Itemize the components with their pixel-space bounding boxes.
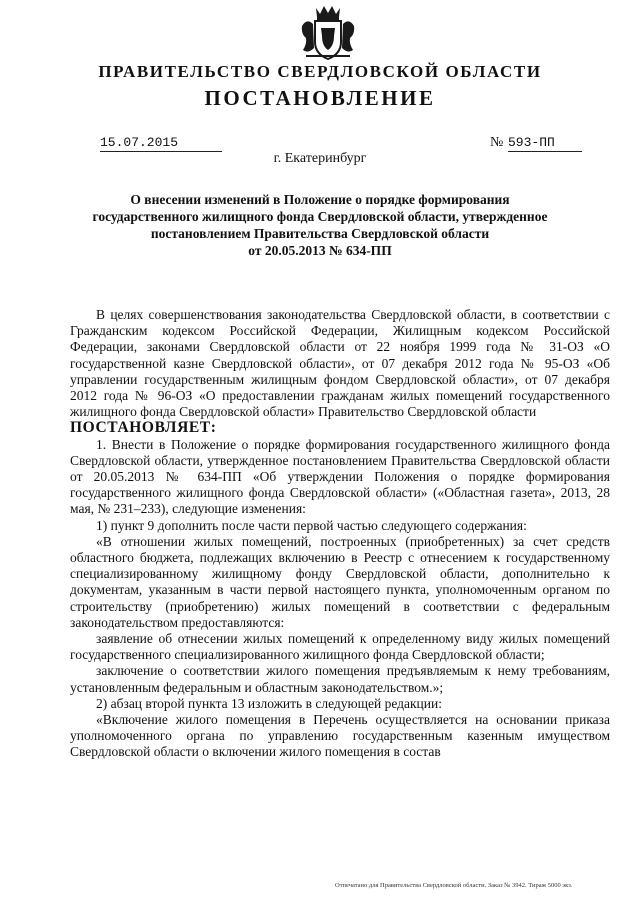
document-number: 593-ПП: [508, 135, 582, 152]
heading-line: государственного жилищного фонда Свердловской области, утвержденное: [92, 209, 548, 224]
print-footer: Отпечатано для Правительства Свердловской области. Заказ № 3942. Тираж 5000 экз.: [335, 882, 573, 889]
item-1-paragraph: 1. Внести в Положение о порядке формирования государственного жилищного фонда Свердловской области, утвержденное постановлением Правительства Свердловской области от 20.05.2013 № 634-ПП «Об утверждении Положения о порядке формирования государственного жилищного фонда Свердловской области» («Областная газета», 2013, 28 мая, № 231–233), следующие изменения:: [70, 436, 610, 517]
resolve-keyword: ПОСТАНОВЛЯЕТ:: [70, 419, 217, 437]
quote-paragraph: «В отношении жилых помещений, построенных (приобретенных) за счет средств областного бюджета, подлежащих включению в Реестр с отнесением к государственному специализированному жилищному фонду Свердловской области, дополнительно к документам, указанным в части первой настоящего пункта, уполномоченным органом по строительству (приобретению) жилых помещений в соответствии с федеральным законодательством предоставляются:: [70, 533, 610, 630]
city: г. Екатеринбург: [273, 151, 367, 166]
heading-line: от 20.05.2013 № 634-ПП: [248, 243, 392, 258]
government-name: ПРАВИТЕЛЬСТВО СВЕРДЛОВСКОЙ ОБЛАСТИ: [98, 62, 542, 81]
document-type: ПОСТАНОВЛЕНИЕ: [204, 86, 436, 110]
number-sign: №: [490, 135, 504, 150]
quote-paragraph: «Включение жилого помещения в Перечень осуществляется на основании приказа уполномоченного органа по управлению государственным казенным имуществом Свердловской области о включении жилого помещения в состав: [70, 712, 610, 760]
item-1-2-paragraph: 2) абзац второй пункта 13 изложить в следующей редакции:: [96, 695, 442, 711]
document-heading: [78, 191, 562, 259]
document-date: 15.07.2015: [100, 135, 222, 152]
heading-line: О внесении изменений в Положение о порядке формирования: [130, 192, 510, 207]
quote-paragraph: заключение о соответствии жилого помещения предъявляемым к нему требованиям, установленным федеральным и областным законодательством.»;: [70, 663, 610, 695]
preamble-paragraph: В целях совершенствования законодательства Свердловской области, в соответствии с Гражданским кодексом Российской Федерации, Жилищным кодексом Российской Федерации, законами Свердловской области от 22 ноября 1999 года № 31-ОЗ «О государственной казне Свердловской области», от 07 декабря 2012 года № 95-ОЗ «Об управлении государственным жилищным фондом Свердловской области», от 07 декабря 2012 года № 96-ОЗ «О предоставлении гражданам жилых помещений государственного жилищного фонда Свердловской области» Правительство Свердловской области: [70, 307, 610, 420]
item-1-1-paragraph: 1) пункт 9 дополнить после части первой частью следующего содержания:: [96, 517, 527, 533]
document-body: [70, 307, 610, 761]
quote-paragraph: заявление об отнесении жилых помещений к определенному виду жилых помещений государственного специализированного жилищного фонда Свердловской области;: [70, 631, 610, 663]
resolve-paragraph: [70, 420, 610, 436]
heading-line: постановлением Правительства Свердловской области: [150, 226, 490, 241]
coat-of-arms-icon: [298, 4, 358, 62]
